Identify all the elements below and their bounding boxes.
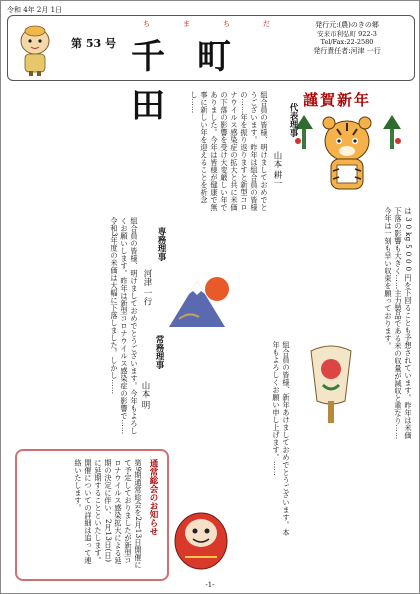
title-ruby: ち: [143, 20, 150, 28]
hagoita-illustration: [301, 341, 361, 431]
daruma-illustration: [171, 501, 231, 571]
issue-number: 第 53 号: [71, 37, 116, 50]
newsletter-title-block: [131, 19, 281, 126]
new-year-greeting: 謹賀新年: [303, 91, 372, 109]
chair-role: 代表理事: [288, 103, 298, 137]
editor: 発行責任者:河津 一行: [313, 46, 381, 55]
newsletter-title: 千 町 田: [131, 37, 241, 126]
title-ruby: ま: [183, 20, 190, 28]
mountain-sunrise-illustration: [169, 269, 239, 331]
publisher: 発行元:(農)のきの郷: [315, 21, 379, 29]
chair-article-text: 組合員の皆様、明けましておめでとうございます。昨年は組合員の皆様の……年を振り返りますと新型コロナウイルス感染症の拡大と共に米価の下落の影響を受け大変厳しい年でありました。今年は皆様が健康で無事に新しい年を迎えることを祈念し……: [190, 91, 269, 211]
title-ruby: だ: [263, 20, 270, 28]
chair-name: 山本 耕一: [272, 151, 282, 188]
director-name: 河津 一行: [142, 269, 152, 306]
notice-text: 第9期通常総会を2月13日開催にて予定しておりましたが新型コロナウイルス感染拡大による延期の決定に伴い、2月13日(日)に延期することといたします。開催についての詳細は追って連絡いたします。: [74, 459, 143, 569]
publisher-address: 安来市利弘町 922-3: [317, 29, 377, 38]
manager-name: 山本 明: [140, 381, 150, 410]
publisher-info: [287, 21, 407, 55]
kadomatsu-right-icon: [381, 111, 403, 151]
director-role: 専務理事: [156, 227, 166, 261]
tiger-illustration: [317, 111, 377, 197]
title-ruby: ち: [223, 20, 230, 28]
page-number: -1-: [205, 581, 215, 589]
general-meeting-notice: [15, 449, 169, 581]
issue-date: 令和 4年 2月 1日: [7, 6, 63, 14]
director-article-text: 組合員の皆様、明けましておめでとうございます。今年もよろしくお願いします。昨年は新型コロナウイルス感染症の影響で……令和3年度の米価は大幅に下落しました。しかし……: [110, 217, 139, 435]
mascot-illustration: [13, 21, 57, 77]
article-right-text: は 3 0 kg 5 0 0 0 円を下回ることも予想されています。昨年は米価下落の影響も大きく……主力製品である米の収量が減収と重なり……今年は一刻も早い収束を願っております。: [384, 207, 413, 440]
publisher-tel: Tel/Fax:22-2580: [320, 38, 374, 46]
manager-article-text: 組合員の皆様、新年あけましておめでとうございます。本年もよろしくお願い申し上げます。……: [272, 341, 291, 536]
manager-role: 常務理事: [154, 335, 164, 369]
notice-title: 通常総会のお知らせ: [148, 459, 158, 536]
